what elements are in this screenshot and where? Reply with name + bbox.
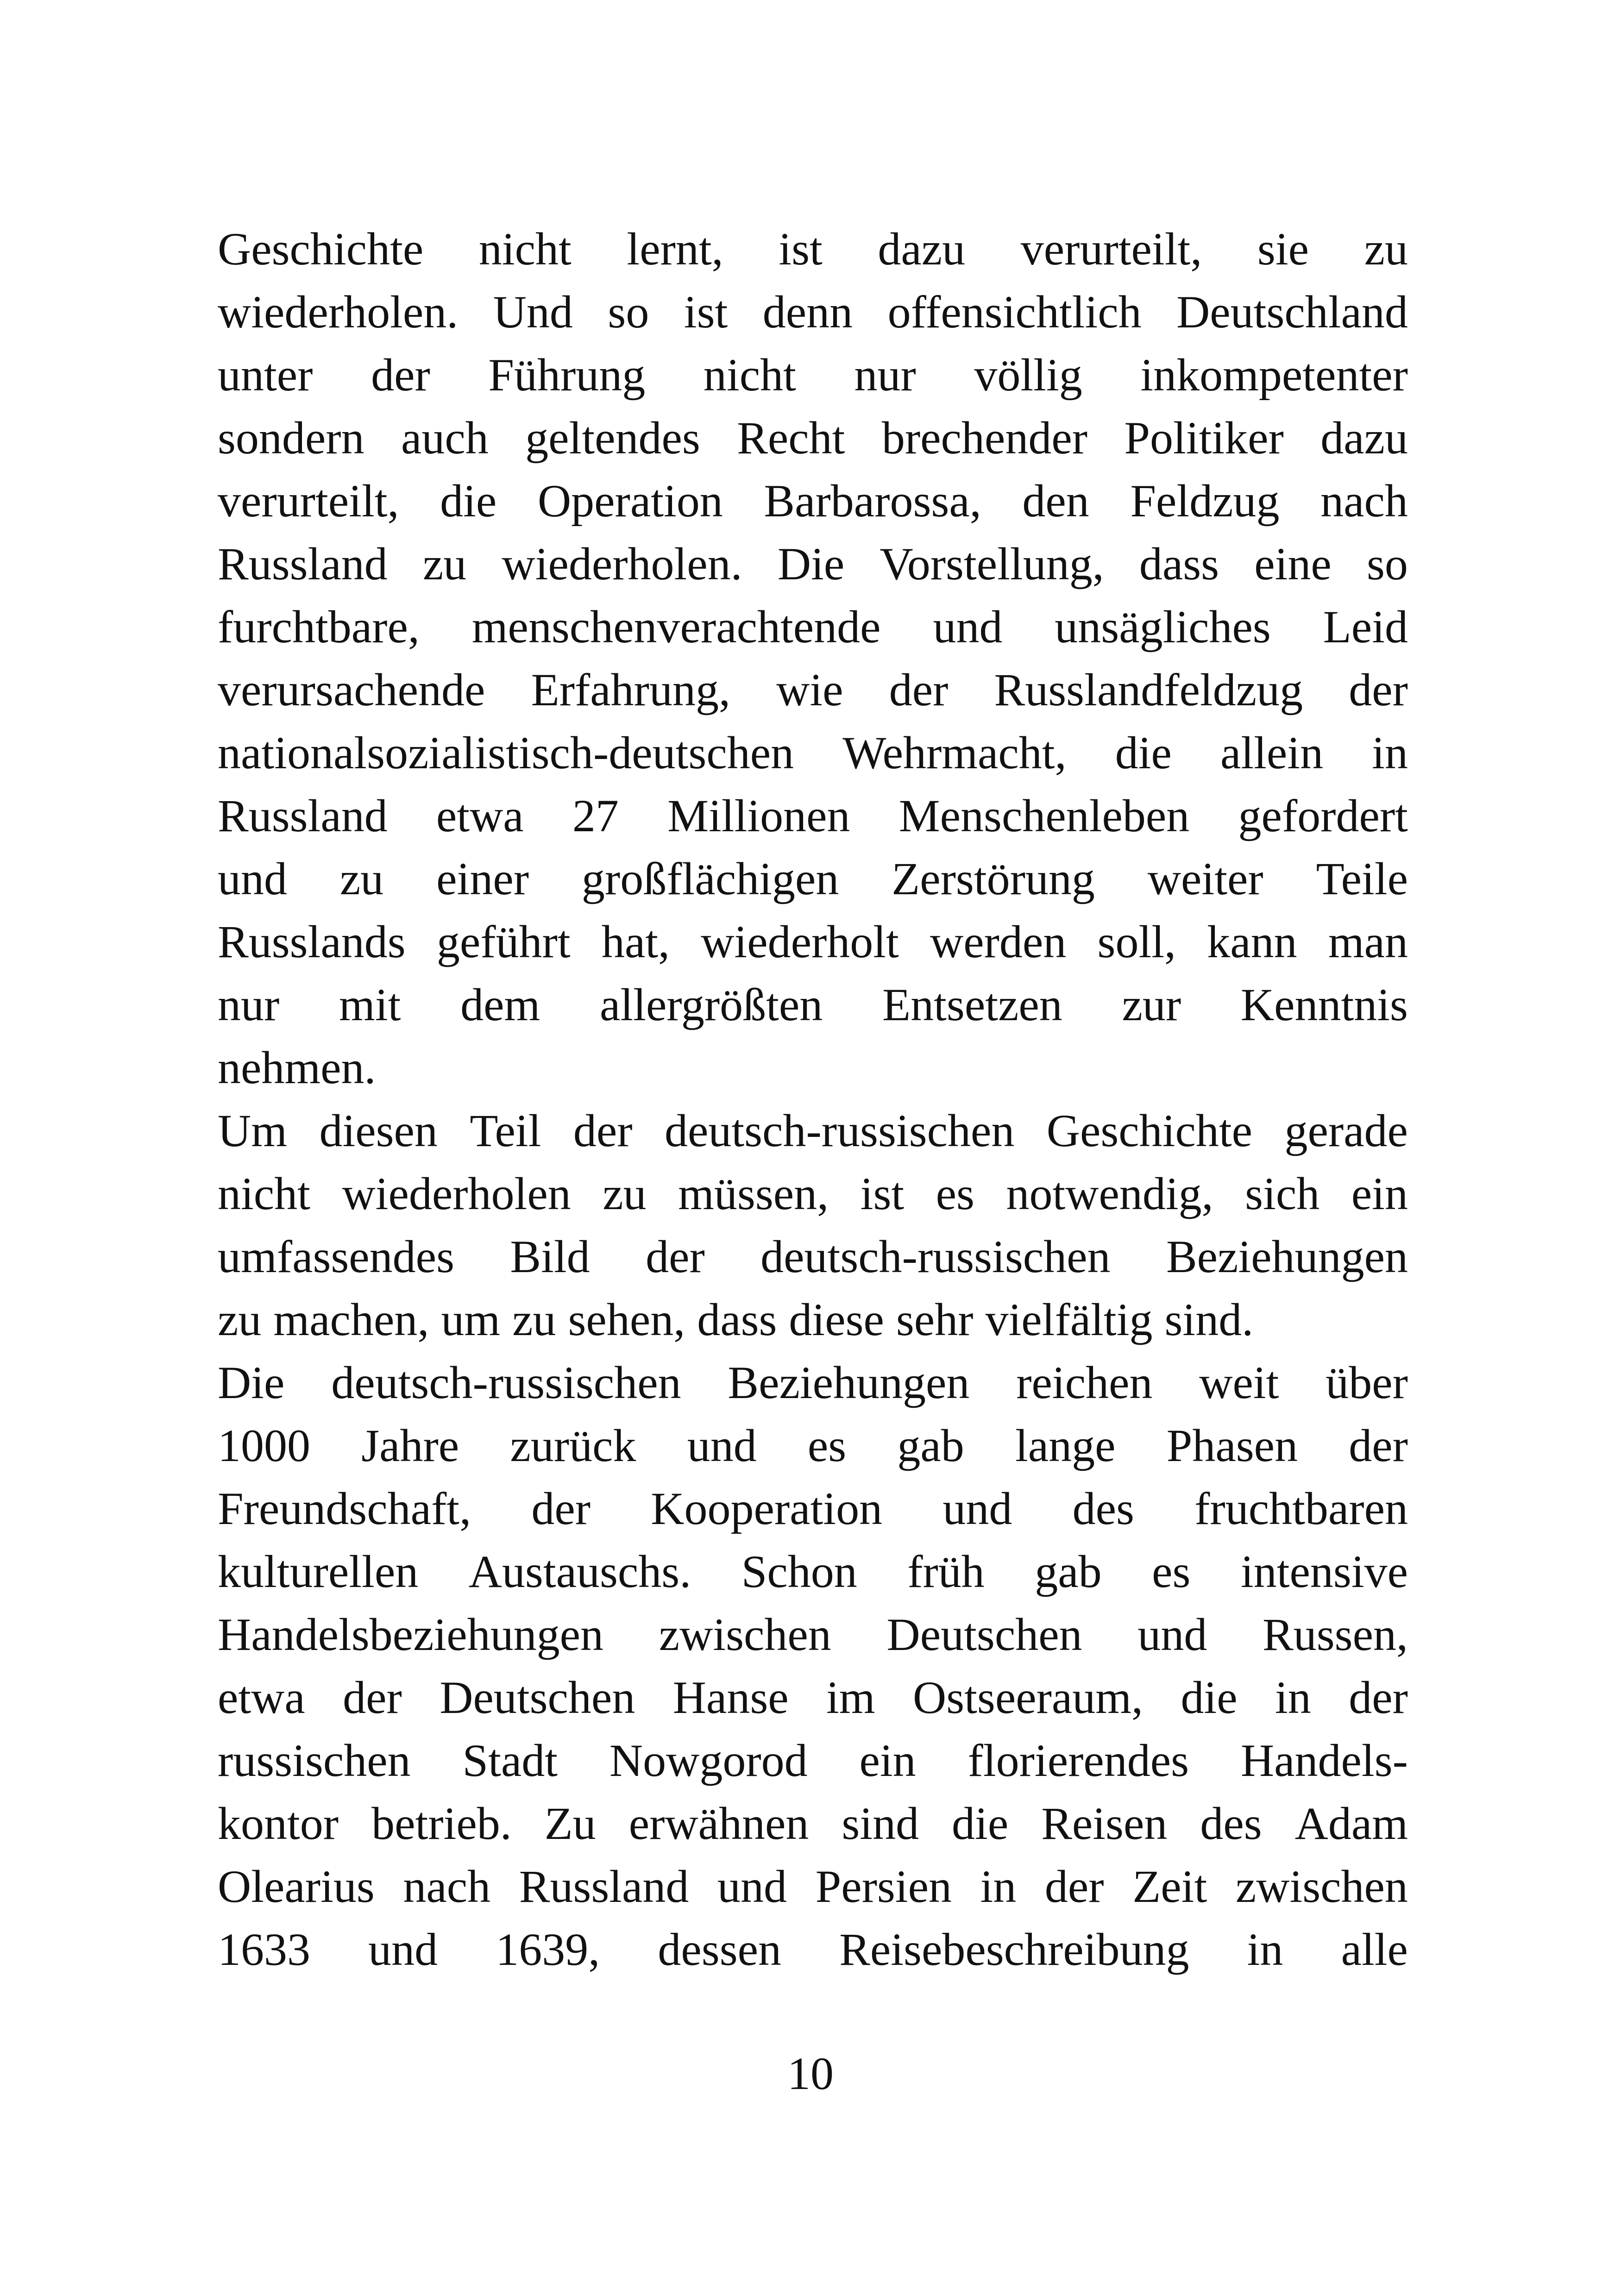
word: es (936, 1168, 974, 1219)
word: 1000 (218, 1420, 310, 1471)
word: Zerstörung (892, 853, 1095, 904)
word: nicht (218, 1168, 310, 1219)
word: wie (776, 664, 843, 715)
word: deutsch-russischen (760, 1231, 1111, 1282)
word: menschenverachtende (471, 601, 881, 652)
word: Russlandfeldzug (994, 664, 1303, 715)
word: ist (860, 1168, 905, 1219)
word: Schon (741, 1546, 857, 1597)
text-line (218, 910, 1408, 973)
word: sie (1257, 223, 1309, 275)
word: Reisen (1041, 1798, 1168, 1849)
word: zu (603, 1168, 647, 1219)
text-line (218, 1162, 1408, 1225)
word: und (218, 853, 287, 904)
word: offensichtlich (887, 286, 1142, 338)
word: ist (684, 286, 728, 338)
word: ein (859, 1735, 916, 1786)
word: diesen (319, 1105, 438, 1156)
word: verurteilt, (1020, 223, 1202, 275)
word: gefordert (1238, 790, 1408, 841)
word: der (1349, 1420, 1408, 1471)
word: fruchtbaren (1194, 1483, 1408, 1534)
word: Geschichte (218, 223, 424, 275)
word: so (1367, 538, 1408, 590)
page-number: 10 (787, 2048, 834, 2099)
word: wiederholen. (218, 286, 459, 338)
word: Die (777, 538, 845, 590)
text-line (218, 1792, 1408, 1855)
word: florierendes (968, 1735, 1189, 1786)
word: sind. (1164, 1294, 1254, 1345)
word: nationalsozialistisch-deutschen (218, 727, 794, 778)
word: der (646, 1231, 705, 1282)
word: Beziehungen (728, 1357, 970, 1408)
word: Wehrmacht, (842, 727, 1067, 778)
word: Und (493, 286, 573, 338)
word: dass (697, 1294, 777, 1345)
word: Handels- (1240, 1735, 1408, 1786)
word: weit (1199, 1357, 1279, 1408)
word: 1639, (496, 1924, 600, 1975)
word: in (1247, 1924, 1283, 1975)
word: sind (842, 1798, 919, 1849)
word: Handelsbeziehungen (218, 1609, 604, 1660)
word: zwischen (659, 1609, 831, 1660)
word: inkompetenter (1140, 349, 1408, 401)
word: etwa (436, 790, 524, 841)
word: hat, (601, 916, 670, 967)
word: in (1372, 727, 1408, 778)
word: zwischen (1235, 1861, 1408, 1912)
text-line (218, 847, 1408, 910)
word: zurück (510, 1420, 636, 1471)
word: der (1349, 664, 1408, 715)
word: Operation (537, 475, 723, 527)
text-line (218, 1351, 1408, 1414)
text-line (218, 1729, 1408, 1792)
word: Russland (519, 1861, 689, 1912)
word: Russen, (1263, 1609, 1408, 1660)
word: diese (789, 1294, 884, 1345)
word: Kooperation (651, 1483, 883, 1534)
word: Millionen (667, 790, 850, 841)
word: den (1022, 475, 1089, 527)
word: Entsetzen (882, 979, 1062, 1030)
word: der (889, 664, 949, 715)
text-line (218, 1288, 1408, 1351)
word: so (608, 286, 649, 338)
word: nur (854, 349, 916, 401)
word: furchtbare, (218, 601, 420, 652)
word: gerade (1284, 1105, 1408, 1156)
word: zur (1122, 979, 1181, 1030)
word: Menschenleben (898, 790, 1190, 841)
word: der (573, 1105, 633, 1156)
word: müssen, (678, 1168, 829, 1219)
word: dem (460, 979, 540, 1030)
word: Jahre (361, 1420, 459, 1471)
word: weiter (1147, 853, 1263, 904)
word: Stadt (462, 1735, 558, 1786)
word: 27 (572, 790, 619, 841)
text-line (218, 659, 1408, 721)
word: lange (1015, 1420, 1116, 1471)
text-line (218, 721, 1408, 784)
word: wiederholen. (502, 538, 742, 590)
word: brechender (881, 412, 1087, 464)
word: verurteilt, (218, 475, 399, 527)
body-text (218, 218, 1408, 1981)
word: und (687, 1420, 757, 1471)
word: nach (1320, 475, 1408, 527)
word: und (717, 1861, 787, 1912)
word: Feldzug (1130, 475, 1280, 527)
word: Beziehungen (1166, 1231, 1408, 1282)
word: Geschichte (1046, 1105, 1253, 1156)
word: Phasen (1166, 1420, 1298, 1471)
text-line (218, 470, 1408, 533)
word: über (1326, 1357, 1408, 1408)
word: Russlands (218, 916, 406, 967)
word: gab (897, 1420, 964, 1471)
word: nicht (478, 223, 572, 275)
word: Teil (470, 1105, 541, 1156)
word: ein (1351, 1168, 1408, 1219)
word: die (1115, 727, 1172, 778)
word: soll, (1097, 916, 1176, 967)
word: Freundschaft, (218, 1483, 471, 1534)
word: Um (218, 1105, 287, 1156)
word: Hanse (672, 1672, 789, 1723)
word: allergrößten (600, 979, 823, 1030)
word: Teile (1316, 853, 1408, 904)
word: sehr (896, 1294, 974, 1345)
word: zu (218, 1294, 262, 1345)
word: dazu (1320, 412, 1408, 464)
word: auch (401, 412, 489, 464)
text-line (218, 1855, 1408, 1918)
word: zu (339, 853, 384, 904)
word: Die (218, 1357, 285, 1408)
word: zu (422, 538, 467, 590)
word: geltendes (525, 412, 700, 464)
word: intensive (1240, 1546, 1408, 1597)
word: der (531, 1483, 591, 1534)
word: Vorstellung, (880, 538, 1104, 590)
word: denn (762, 286, 853, 338)
word: dazu (878, 223, 966, 275)
word: Russland (218, 790, 388, 841)
word: geführt (436, 916, 571, 967)
word: in (1275, 1672, 1311, 1723)
word: umfassendes (218, 1231, 454, 1282)
word: dessen (658, 1924, 782, 1975)
word: notwendig, (1006, 1168, 1213, 1219)
word: unter (218, 349, 313, 401)
word: Zu (544, 1798, 596, 1849)
word: allein (1220, 727, 1324, 778)
word: des (1072, 1483, 1134, 1534)
text-line (218, 218, 1408, 281)
word: und (368, 1924, 438, 1975)
word: der (371, 349, 430, 401)
text-line (218, 407, 1408, 470)
word: werden (930, 916, 1067, 967)
word: Olearius (218, 1861, 375, 1912)
word: deutsch-russischen (664, 1105, 1015, 1156)
word: Adam (1294, 1798, 1408, 1849)
text-line (218, 784, 1408, 847)
word: alle (1341, 1924, 1408, 1975)
text-line (218, 1603, 1408, 1666)
word: nach (403, 1861, 491, 1912)
word: die (1181, 1672, 1238, 1723)
word: Leid (1323, 601, 1408, 652)
word: der (343, 1672, 402, 1723)
word: zu (1364, 223, 1408, 275)
word: der (1044, 1861, 1104, 1912)
word: nur (218, 979, 280, 1030)
word: es (1152, 1546, 1191, 1597)
word: machen, (273, 1294, 429, 1345)
word: Deutschland (1176, 286, 1408, 338)
word: Barbarossa, (764, 475, 981, 527)
word: die (440, 475, 497, 527)
word: mit (339, 979, 401, 1030)
word: etwa (218, 1672, 305, 1723)
word: Führung (488, 349, 646, 401)
word: nicht (703, 349, 796, 401)
text-line (218, 1414, 1408, 1477)
text-line (218, 1666, 1408, 1729)
text-line (218, 1225, 1408, 1288)
word: Ostseeraum, (912, 1672, 1143, 1723)
word: der (1349, 1672, 1408, 1723)
word: wiederholt (701, 916, 899, 967)
word: großflächigen (581, 853, 839, 904)
word: lernt, (627, 223, 723, 275)
word: kann (1207, 916, 1297, 967)
word: betrieb. (371, 1798, 512, 1849)
word: eine (1254, 538, 1332, 590)
word: um (441, 1294, 501, 1345)
word: Austauschs. (468, 1546, 691, 1597)
text-line (218, 973, 1408, 1036)
word: einer (436, 853, 529, 904)
word: völlig (974, 349, 1082, 401)
word: kontor (218, 1798, 339, 1849)
word: vielfältig (985, 1294, 1153, 1345)
word: Deutschen (886, 1609, 1082, 1660)
text-line (218, 281, 1408, 344)
word: verursachende (218, 664, 485, 715)
word: im (826, 1672, 875, 1723)
word: und (933, 601, 1003, 652)
word: ist (779, 223, 823, 275)
word: des (1200, 1798, 1262, 1849)
word: früh (907, 1546, 985, 1597)
word: erwähnen (628, 1798, 809, 1849)
word: russischen (218, 1735, 411, 1786)
word: Politiker (1124, 412, 1284, 464)
word: sondern (218, 412, 364, 464)
word: Bild (510, 1231, 590, 1282)
text-line (218, 533, 1408, 596)
word: reichen (1016, 1357, 1153, 1408)
word: und (1137, 1609, 1207, 1660)
word: Zeit (1132, 1861, 1207, 1912)
word: 1633 (218, 1924, 310, 1975)
word: Russland (218, 538, 388, 590)
word: Persien (815, 1861, 952, 1912)
word: man (1328, 916, 1408, 967)
text-line (218, 344, 1408, 407)
word: Nowgorod (609, 1735, 808, 1786)
text-line (218, 1477, 1408, 1540)
word: und (942, 1483, 1012, 1534)
word: gab (1035, 1546, 1102, 1597)
text-line (218, 596, 1408, 659)
text-line (218, 1918, 1408, 1981)
word: Erfahrung, (531, 664, 730, 715)
word: Kenntnis (1240, 979, 1408, 1030)
word: zu (512, 1294, 556, 1345)
word: Deutschen (440, 1672, 635, 1723)
word: die (952, 1798, 1009, 1849)
word: Reisebeschreibung (839, 1924, 1189, 1975)
text-line (218, 1036, 1408, 1099)
word: kulturellen (218, 1546, 419, 1597)
word: in (980, 1861, 1017, 1912)
word: deutsch-russischen (331, 1357, 681, 1408)
word: unsägliches (1055, 601, 1271, 652)
word: sich (1245, 1168, 1320, 1219)
word: sehen, (568, 1294, 685, 1345)
word: es (807, 1420, 847, 1471)
text-line (218, 1540, 1408, 1603)
word: dass (1139, 538, 1219, 590)
word: wiederholen (342, 1168, 571, 1219)
word: Recht (737, 412, 845, 464)
text-line (218, 1099, 1408, 1162)
word: nehmen. (218, 1042, 376, 1093)
